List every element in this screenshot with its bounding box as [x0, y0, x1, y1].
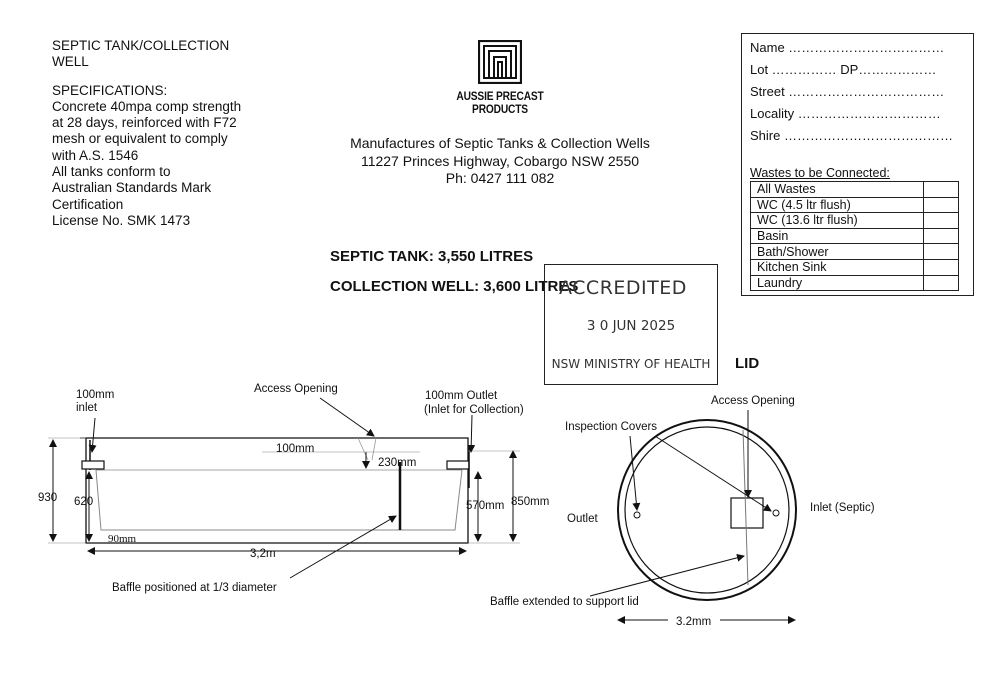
form-shire-field: Shire ………………………………… [750, 128, 953, 143]
inspection-leader-left [630, 436, 637, 510]
dim-230-label: 230mm [378, 457, 417, 469]
stamp-authority: NSW MINISTRY OF HEALTH [551, 357, 711, 371]
waste-label: All Wastes [751, 182, 924, 198]
lid-baffle-label: Baffle extended to support lid [490, 596, 639, 608]
dim-90-label: 90mm [108, 533, 137, 545]
access-opening-shape [358, 438, 376, 460]
dimension-lines [48, 398, 520, 578]
access-label: Access Opening [254, 383, 338, 395]
waste-label: Bath/Shower [751, 244, 924, 260]
spec-line: Certification [52, 196, 124, 212]
spec-line: with A.S. 1546 [52, 147, 139, 163]
inlet-label [76, 389, 126, 415]
stamp-date: 3 0 JUN 2025 [586, 318, 676, 334]
manufacturer-phone: Ph: 0427 111 082 [445, 170, 555, 186]
baffle-label: Baffle positioned at 1/3 diameter [112, 582, 277, 594]
spec-line: License No. SMK 1473 [52, 212, 191, 228]
septic-capacity: SEPTIC TANK: 3,550 LITRES [330, 248, 534, 265]
spec-line: Australian Standards Mark [52, 180, 212, 196]
dim-570-label: 570mm [466, 500, 505, 512]
spec-heading: SPECIFICATIONS: [52, 82, 168, 98]
access-leader [320, 398, 374, 436]
outlet-label: 100mm Outlet [425, 390, 498, 402]
dim-620-label: 620 [74, 496, 94, 508]
outlet-label: (Inlet for Collection) [424, 404, 524, 416]
baffle-support [743, 430, 748, 585]
spec-title: WELL [52, 54, 89, 70]
inlet-pipe-end [82, 461, 104, 469]
spec-line: All tanks conform to [52, 164, 171, 180]
stamp-status: ACCREDITED [559, 277, 687, 299]
dim-32-label: 3,2m [250, 548, 276, 560]
dim-850-label: 850mm [511, 496, 550, 508]
lid-plan-view [590, 410, 796, 620]
inspection-covers-label: Inspection Covers [565, 421, 658, 433]
lid-outlet-label: Outlet [567, 513, 598, 525]
inspection-leader-right [655, 436, 771, 511]
spec-line: at 28 days, reinforced with F72 [52, 115, 237, 131]
form-name-field: Name ……………………………… [750, 40, 945, 55]
spec-line: Concrete 40mpa comp strength [52, 98, 242, 114]
waste-label: WC (13.6 ltr flush) [751, 213, 924, 229]
lid-title: LID [735, 355, 760, 372]
baffle-leader [290, 516, 396, 578]
wastes-heading: Wastes to be Connected: [750, 166, 890, 180]
lid-inlet-label: Inlet (Septic) [810, 502, 875, 514]
waste-label: Kitchen Sink [751, 259, 924, 275]
outlet-pipe-end [447, 461, 469, 469]
brand-line: PRODUCTS [472, 101, 528, 116]
lid-dim-label: 3.2mm [676, 616, 712, 628]
brand-line: AUSSIE PRECAST [456, 89, 544, 103]
waste-label: Laundry [751, 275, 924, 291]
tank-side-view [80, 438, 469, 543]
waste-label: WC (4.5 ltr flush) [751, 197, 924, 213]
spec-title: SEPTIC TANK/COLLECTION [52, 38, 230, 53]
spec-line: mesh or equivalent to comply [52, 131, 228, 147]
manufacturer-line: Manufactures of Septic Tanks & Collection Wells [350, 135, 650, 151]
dim-930-label: 930 [38, 492, 58, 504]
lid-inner-ring [625, 427, 789, 593]
collection-capacity: COLLECTION WELL: 3,600 LITRES [330, 278, 579, 295]
outlet-leader [471, 415, 472, 452]
inspection-cover-outlet [634, 512, 640, 518]
dim-100-label: 100mm [276, 443, 315, 455]
inlet-leader [92, 418, 95, 452]
inspection-cover-inlet [773, 510, 779, 516]
inlet-text: 100mm inlet [76, 389, 115, 414]
form-locality-field: Locality …………………………… [750, 106, 941, 121]
form-street-field: Street ……………………………… [750, 84, 945, 99]
waste-label: Basin [751, 228, 924, 244]
tank-inner-wall [96, 470, 462, 530]
form-lot-field: Lot …………… DP……………… [750, 62, 937, 77]
manufacturer-address: 11227 Princes Highway, Cobargo NSW 2550 [360, 152, 640, 169]
lid-access-label: Access Opening [711, 395, 795, 407]
